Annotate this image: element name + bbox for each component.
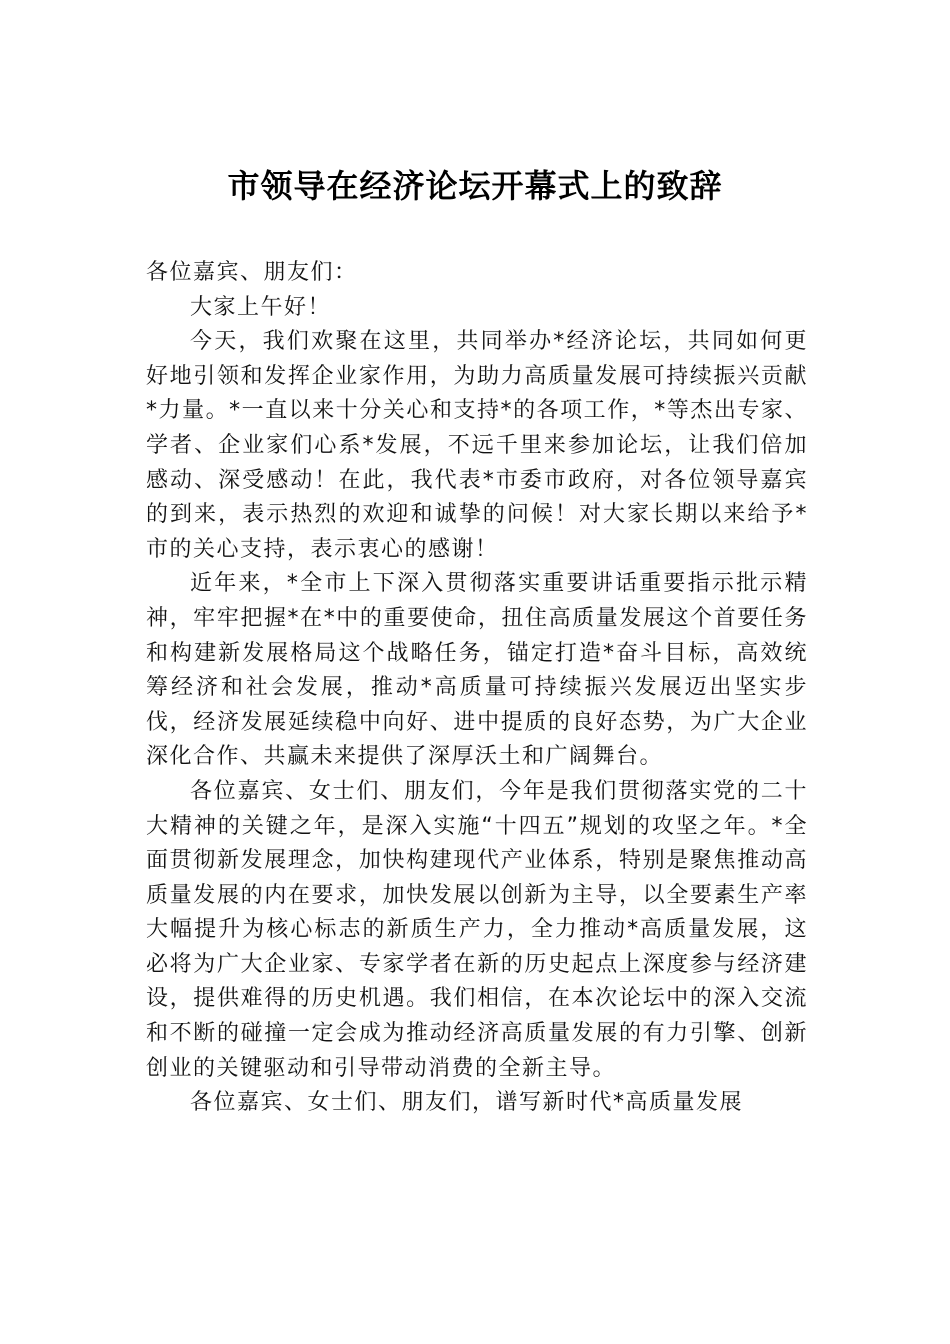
paragraph-greeting: 大家上午好！ [190,294,332,320]
salutation: 各位嘉宾、朋友们： [146,260,358,285]
paragraph-welcome: 今天，我们欢聚在这里，共同举办*经济论坛，共同如何更好地引领和发挥企业家作用，为助力高质量发展可持续振兴贡献*力量。*一直以来十分关心和支持*的各项工作，*等杰出专家、学者、企业家们心系*发展，不远千里来参加论坛，让我们倍加感动、深受感动！在此，我代表*市委市政府，对各位领导嘉宾的到来，表示热烈的欢迎和诚挚的问候！对大家长期以来给予*市的关心支持，表示衷心的感谢！ [146,329,808,562]
paragraph-new-era: 各位嘉宾、女士们、朋友们，谱写新时代*高质量发展 [190,1090,744,1116]
paragraph-recent-years: 近年来，*全市上下深入贯彻落实重要讲话重要指示批示精神，牢牢把握*在*中的重要使命，扭住高质量发展这个首要任务和构建新发展格局这个战略任务，锚定打造*奋斗目标，高效统筹经济和社会发展，推动*高质量可持续振兴发展迈出坚实步伐，经济发展延续稳中向好、进中提质的良好态势，为广大企业深化合作、共赢未来提供了深厚沃土和广阔舞台。 [146,571,808,770]
document-title: 市领导在经济论坛开幕式上的致辞 [227,167,723,205]
document-body [146,256,808,1121]
paragraph-this-year: 各位嘉宾、女士们、朋友们，今年是我们贯彻落实党的二十大精神的关键之年，是深入实施“十四五”规划的攻坚之年。*全面贯彻新发展理念，加快构建现代产业体系，特别是聚焦推动高质量发展的内在要求，加快发展以创新为主导，以全要素生产率大幅提升为核心标志的新质生产力，全力推动*高质量发展，这必将为广大企业家、专家学者在新的历史起点上深度参与经济建设，提供难得的历史机遇。我们相信，在本次论坛中的深入交流和不断的碰撞一定会成为推动经济高质量发展的有力引擎、创新创业的关键驱动和引导带动消费的全新主导。 [146,778,808,1081]
